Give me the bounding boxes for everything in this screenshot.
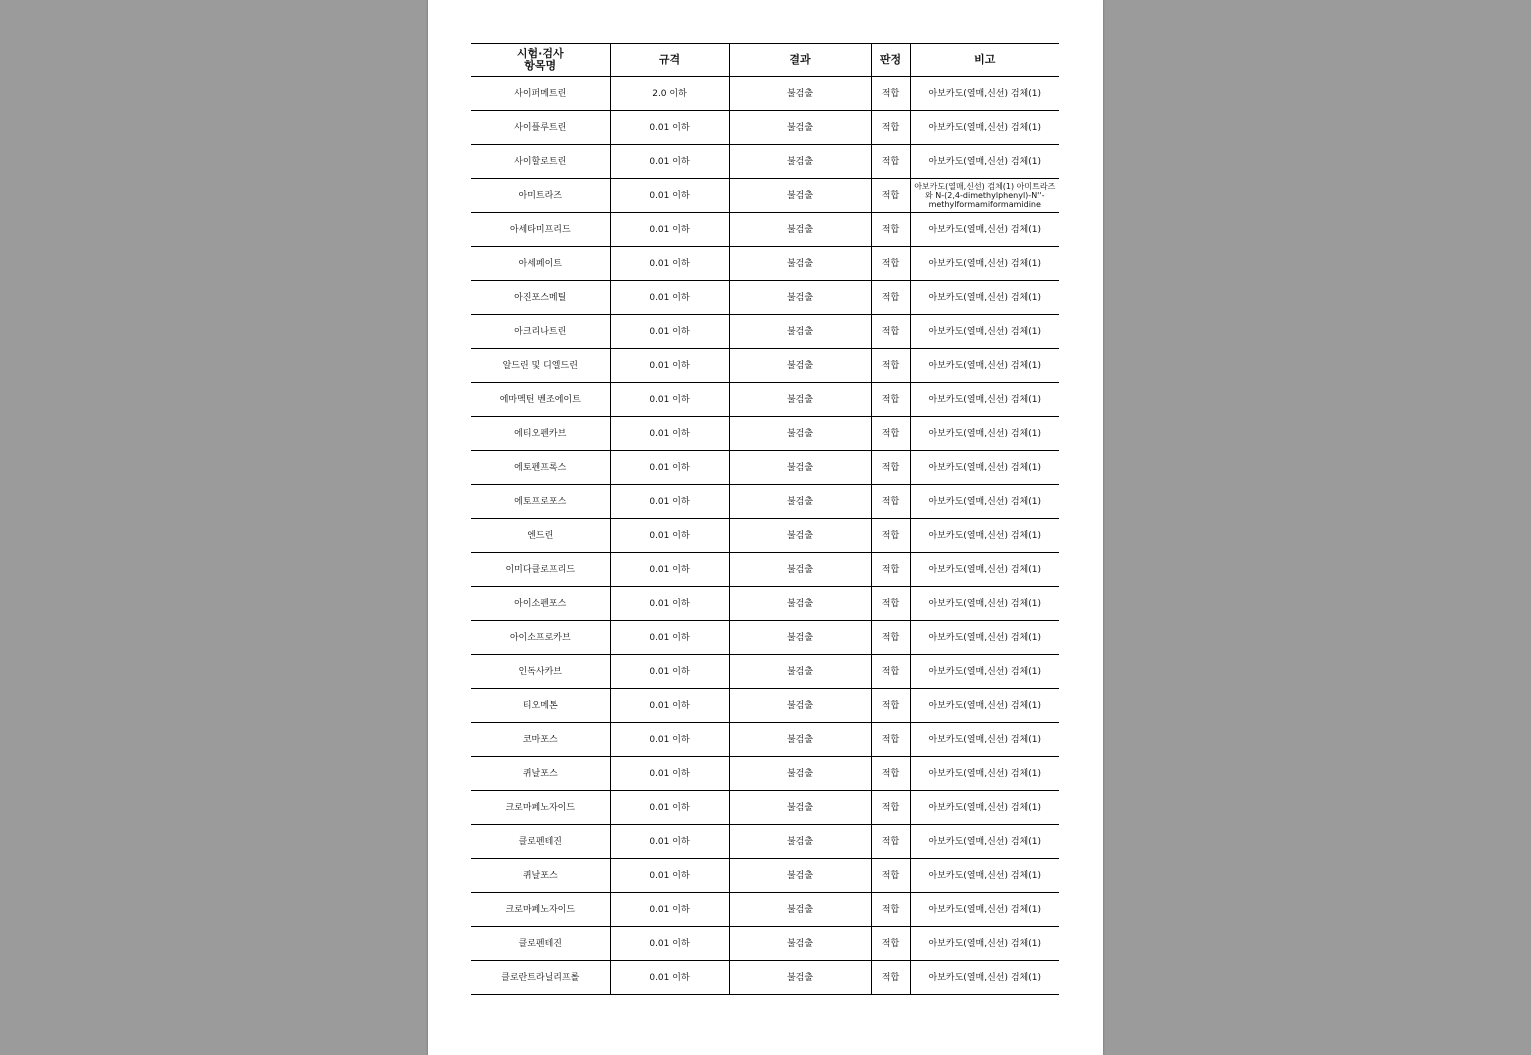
result-cell: 불검출 (729, 281, 871, 315)
result-cell: 불검출 (729, 553, 871, 587)
judgment-cell: 적합 (871, 859, 910, 893)
judgment-cell: 적합 (871, 621, 910, 655)
spec-cell: 0.01 이하 (610, 519, 729, 553)
note-cell: 아보카도(열매,신선) 검체(1) 아미트라즈와 N-(2,4-dimethylphenyl)-N''-methylformamiformamidine (910, 179, 1059, 213)
note-cell: 아보카도(열매,신선) 검체(1) (910, 315, 1059, 349)
spec-cell: 0.01 이하 (610, 757, 729, 791)
item-name-cell: 이미다클로프리드 (471, 553, 610, 587)
item-name-cell: 아세페이트 (471, 247, 610, 281)
spec-cell: 0.01 이하 (610, 587, 729, 621)
item-name-cell: 티오메톤 (471, 689, 610, 723)
item-name-cell: 사이플루트린 (471, 111, 610, 145)
spec-cell: 0.01 이하 (610, 213, 729, 247)
judgment-cell: 적합 (871, 927, 910, 961)
result-cell: 불검출 (729, 315, 871, 349)
header-note: 비고 (910, 44, 1059, 77)
item-name-cell: 에티오펜카브 (471, 417, 610, 451)
header-item-name (471, 44, 610, 77)
header-result: 결과 (729, 44, 871, 77)
table-row (471, 587, 1059, 621)
note-cell: 아보카도(열매,신선) 검체(1) (910, 825, 1059, 859)
judgment-cell: 적합 (871, 349, 910, 383)
note-cell: 아보카도(열매,신선) 검체(1) (910, 859, 1059, 893)
result-cell: 불검출 (729, 179, 871, 213)
judgment-cell: 적합 (871, 485, 910, 519)
result-cell: 불검출 (729, 451, 871, 485)
table-row (471, 179, 1059, 213)
spec-cell: 0.01 이하 (610, 281, 729, 315)
table-row (471, 723, 1059, 757)
note-cell: 아보카도(열매,신선) 검체(1) (910, 757, 1059, 791)
table-row (471, 451, 1059, 485)
note-cell: 아보카도(열매,신선) 검체(1) (910, 791, 1059, 825)
item-name-cell: 아이소펜포스 (471, 587, 610, 621)
item-name-cell: 에마멕틴 벤조에이트 (471, 383, 610, 417)
table-row (471, 791, 1059, 825)
result-cell: 불검출 (729, 587, 871, 621)
result-cell: 불검출 (729, 825, 871, 859)
result-cell: 불검출 (729, 927, 871, 961)
table-row (471, 213, 1059, 247)
header-item-name-line2: 항목명 (524, 59, 557, 72)
judgment-cell: 적합 (871, 77, 910, 111)
spec-cell: 0.01 이하 (610, 417, 729, 451)
spec-cell: 0.01 이하 (610, 961, 729, 995)
judgment-cell: 적합 (871, 281, 910, 315)
table-header-row (471, 44, 1059, 77)
table-row (471, 655, 1059, 689)
table-row (471, 111, 1059, 145)
note-cell: 아보카도(열매,신선) 검체(1) (910, 927, 1059, 961)
judgment-cell: 적합 (871, 553, 910, 587)
judgment-cell: 적합 (871, 961, 910, 995)
item-name-cell: 아세타미프리드 (471, 213, 610, 247)
spec-cell: 0.01 이하 (610, 621, 729, 655)
spec-cell: 0.01 이하 (610, 247, 729, 281)
spec-cell: 0.01 이하 (610, 689, 729, 723)
table-row (471, 621, 1059, 655)
table-row (471, 247, 1059, 281)
spec-cell: 0.01 이하 (610, 723, 729, 757)
item-name-cell: 알드린 및 디엘드린 (471, 349, 610, 383)
spec-cell: 0.01 이하 (610, 111, 729, 145)
spec-cell: 0.01 이하 (610, 825, 729, 859)
table-row (471, 349, 1059, 383)
judgment-cell: 적합 (871, 383, 910, 417)
note-cell: 아보카도(열매,신선) 검체(1) (910, 111, 1059, 145)
judgment-cell: 적합 (871, 587, 910, 621)
judgment-cell: 적합 (871, 213, 910, 247)
item-name-cell: 아크리나트린 (471, 315, 610, 349)
judgment-cell: 적합 (871, 791, 910, 825)
note-cell: 아보카도(열매,신선) 검체(1) (910, 383, 1059, 417)
table-row (471, 757, 1059, 791)
note-cell: 아보카도(열매,신선) 검체(1) (910, 349, 1059, 383)
spec-cell: 0.01 이하 (610, 485, 729, 519)
table-row (471, 383, 1059, 417)
note-cell: 아보카도(열매,신선) 검체(1) (910, 689, 1059, 723)
header-judgment: 판정 (871, 44, 910, 77)
table-row (471, 485, 1059, 519)
note-cell: 아보카도(열매,신선) 검체(1) (910, 77, 1059, 111)
result-cell: 불검출 (729, 961, 871, 995)
item-name-cell: 에토프로포스 (471, 485, 610, 519)
result-cell: 불검출 (729, 417, 871, 451)
spec-cell: 0.01 이하 (610, 655, 729, 689)
header-item-name-line1: 시험·검사 (516, 47, 564, 60)
spec-cell: 0.01 이하 (610, 383, 729, 417)
item-name-cell: 엔드린 (471, 519, 610, 553)
spec-cell: 0.01 이하 (610, 179, 729, 213)
table-row (471, 825, 1059, 859)
result-cell: 불검출 (729, 111, 871, 145)
spec-cell: 2.0 이하 (610, 77, 729, 111)
table-row (471, 553, 1059, 587)
item-name-cell: 인독사카브 (471, 655, 610, 689)
note-cell: 아보카도(열매,신선) 검체(1) (910, 893, 1059, 927)
header-spec: 규격 (610, 44, 729, 77)
judgment-cell: 적합 (871, 451, 910, 485)
note-cell: 아보카도(열매,신선) 검체(1) (910, 281, 1059, 315)
judgment-cell: 적합 (871, 689, 910, 723)
table-row (471, 927, 1059, 961)
table-row (471, 893, 1059, 927)
judgment-cell: 적합 (871, 757, 910, 791)
item-name-cell: 코마포스 (471, 723, 610, 757)
result-cell: 불검출 (729, 247, 871, 281)
table-row (471, 961, 1059, 995)
spec-cell: 0.01 이하 (610, 927, 729, 961)
result-cell: 불검출 (729, 77, 871, 111)
table-row (471, 519, 1059, 553)
item-name-cell: 아이소프로카브 (471, 621, 610, 655)
result-cell: 불검출 (729, 519, 871, 553)
note-cell: 아보카도(열매,신선) 검체(1) (910, 621, 1059, 655)
item-name-cell: 아진포스메틸 (471, 281, 610, 315)
table-row (471, 281, 1059, 315)
result-cell: 불검출 (729, 485, 871, 519)
judgment-cell: 적합 (871, 315, 910, 349)
spec-cell: 0.01 이하 (610, 553, 729, 587)
judgment-cell: 적합 (871, 417, 910, 451)
result-cell: 불검출 (729, 757, 871, 791)
spec-cell: 0.01 이하 (610, 315, 729, 349)
judgment-cell: 적합 (871, 825, 910, 859)
table-row (471, 859, 1059, 893)
result-cell: 불검출 (729, 655, 871, 689)
document-page (428, 0, 1103, 1055)
result-cell: 불검출 (729, 621, 871, 655)
item-name-cell: 크로마페노자이드 (471, 893, 610, 927)
note-cell: 아보카도(열매,신선) 검체(1) (910, 587, 1059, 621)
note-cell: 아보카도(열매,신선) 검체(1) (910, 519, 1059, 553)
judgment-cell: 적합 (871, 145, 910, 179)
judgment-cell: 적합 (871, 247, 910, 281)
note-cell: 아보카도(열매,신선) 검체(1) (910, 961, 1059, 995)
note-cell: 아보카도(열매,신선) 검체(1) (910, 485, 1059, 519)
result-cell: 불검출 (729, 213, 871, 247)
note-cell: 아보카도(열매,신선) 검체(1) (910, 723, 1059, 757)
item-name-cell: 클로란트라닐리프롤 (471, 961, 610, 995)
table-row (471, 145, 1059, 179)
test-results-table (471, 43, 1059, 995)
result-cell: 불검출 (729, 859, 871, 893)
note-cell: 아보카도(열매,신선) 검체(1) (910, 145, 1059, 179)
spec-cell: 0.01 이하 (610, 791, 729, 825)
spec-cell: 0.01 이하 (610, 859, 729, 893)
note-cell: 아보카도(열매,신선) 검체(1) (910, 553, 1059, 587)
spec-cell: 0.01 이하 (610, 145, 729, 179)
result-cell: 불검출 (729, 893, 871, 927)
result-cell: 불검출 (729, 383, 871, 417)
table-row (471, 315, 1059, 349)
note-cell: 아보카도(열매,신선) 검체(1) (910, 247, 1059, 281)
spec-cell: 0.01 이하 (610, 349, 729, 383)
judgment-cell: 적합 (871, 111, 910, 145)
judgment-cell: 적합 (871, 179, 910, 213)
result-cell: 불검출 (729, 145, 871, 179)
judgment-cell: 적합 (871, 655, 910, 689)
judgment-cell: 적합 (871, 519, 910, 553)
item-name-cell: 사이할로트린 (471, 145, 610, 179)
item-name-cell: 퀴날포스 (471, 757, 610, 791)
result-cell: 불검출 (729, 723, 871, 757)
table-row (471, 77, 1059, 111)
note-cell: 아보카도(열매,신선) 검체(1) (910, 417, 1059, 451)
table-row (471, 417, 1059, 451)
item-name-cell: 클로펜테진 (471, 927, 610, 961)
result-cell: 불검출 (729, 689, 871, 723)
spec-cell: 0.01 이하 (610, 893, 729, 927)
item-name-cell: 클로펜테진 (471, 825, 610, 859)
item-name-cell: 아미트라즈 (471, 179, 610, 213)
result-cell: 불검출 (729, 791, 871, 825)
table-body (471, 77, 1059, 995)
item-name-cell: 퀴날포스 (471, 859, 610, 893)
table-row (471, 689, 1059, 723)
judgment-cell: 적합 (871, 723, 910, 757)
judgment-cell: 적합 (871, 893, 910, 927)
item-name-cell: 크로마페노자이드 (471, 791, 610, 825)
result-cell: 불검출 (729, 349, 871, 383)
note-cell: 아보카도(열매,신선) 검체(1) (910, 213, 1059, 247)
note-cell: 아보카도(열매,신선) 검체(1) (910, 655, 1059, 689)
spec-cell: 0.01 이하 (610, 451, 729, 485)
item-name-cell: 사이퍼메트린 (471, 77, 610, 111)
item-name-cell: 에토펜프록스 (471, 451, 610, 485)
note-cell: 아보카도(열매,신선) 검체(1) (910, 451, 1059, 485)
